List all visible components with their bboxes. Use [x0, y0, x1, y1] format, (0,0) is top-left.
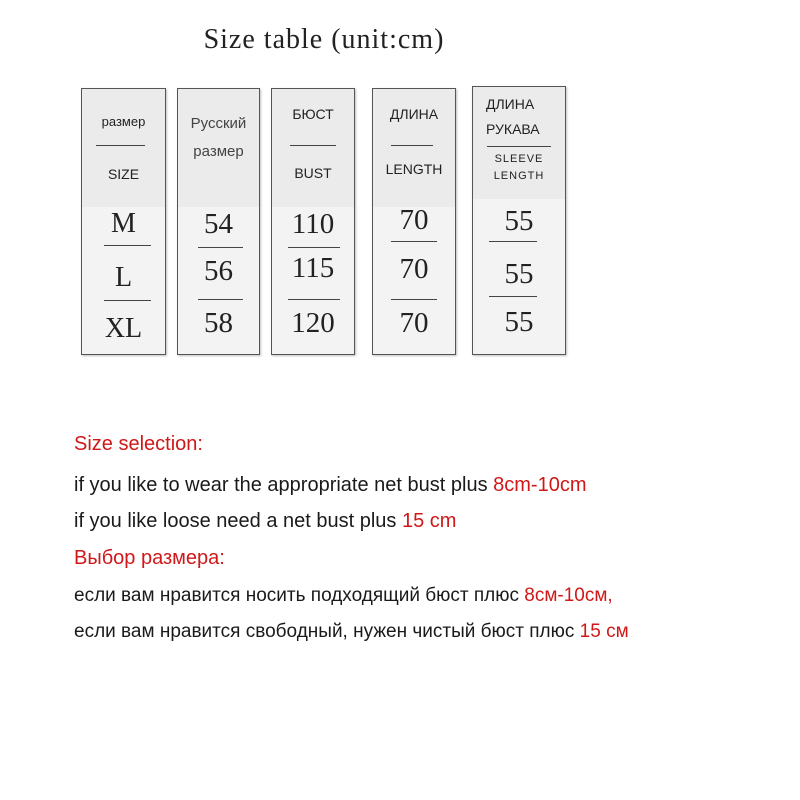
length-header-ru: ДЛИНА	[389, 106, 439, 122]
bust-header-ru: БЮСТ	[292, 106, 334, 122]
length-column	[372, 88, 456, 355]
ru-note-1-text: если вам нравится носить подходящий бюст плюс	[74, 585, 525, 606]
en-note-2-text: if you like loose need a net bust plus	[74, 510, 402, 532]
ru-notes-title: Выбор размера:	[74, 547, 225, 569]
length-value: 70	[399, 204, 429, 236]
bust-value: 120	[291, 307, 335, 339]
sleeve-header-en-1: SLEEVE	[494, 153, 544, 165]
en-note-line-2	[74, 510, 456, 533]
header-divider	[96, 145, 145, 146]
ru-note-1-highlight: 8см-10см,	[524, 585, 613, 606]
bust-value: 115	[291, 252, 335, 284]
sleeve-length-value: 55	[504, 258, 534, 290]
sleeve-length-column-header	[473, 87, 565, 199]
length-column-header	[373, 89, 455, 207]
value-divider	[288, 247, 340, 248]
value-divider	[391, 241, 437, 242]
sleeve-header-ru-2: РУКАВА	[486, 121, 540, 137]
value-divider	[489, 296, 537, 297]
russian-size-column-header	[178, 89, 259, 207]
russian-size-value: 54	[204, 208, 233, 240]
sleeve-header-ru-1: ДЛИНА	[486, 96, 535, 112]
length-value: 70	[399, 307, 429, 339]
russian-size-header-2: размер	[193, 143, 244, 160]
russian-size-value: 56	[204, 255, 233, 287]
size-value: XL	[104, 313, 143, 344]
header-divider	[487, 146, 551, 147]
header-divider	[391, 145, 433, 146]
en-note-2-highlight: 15 cm	[402, 510, 457, 532]
size-value: M	[111, 208, 136, 239]
page-title: Size table (unit:cm)	[203, 24, 445, 55]
size-header-en: SIZE	[107, 166, 140, 182]
sleeve-header-en-2: LENGTH	[493, 170, 545, 182]
value-divider	[489, 241, 537, 242]
bust-header-en: BUST	[294, 165, 332, 181]
value-divider	[104, 245, 151, 246]
ru-note-2-text: если вам нравится свободный, нужен чистый бюст плюс	[74, 621, 580, 642]
size-column-header	[82, 89, 165, 207]
value-divider	[288, 299, 340, 300]
size-header-ru: размер	[101, 114, 146, 129]
russian-size-value: 58	[204, 307, 233, 339]
sleeve-length-value: 55	[504, 205, 534, 237]
en-note-1-text: if you like to wear the appropriate net bust plus	[74, 474, 494, 496]
ru-note-2-highlight: 15 см	[579, 621, 629, 642]
en-notes-title: Size selection:	[74, 433, 203, 455]
value-divider	[198, 247, 243, 248]
bust-column-header	[272, 89, 354, 207]
bust-value: 110	[291, 208, 335, 240]
russian-size-column-body	[178, 207, 259, 354]
length-header-en: LENGTH	[385, 161, 443, 177]
en-note-line-1	[74, 474, 587, 497]
length-column-body	[373, 204, 455, 354]
size-column	[81, 88, 166, 355]
bust-column	[271, 88, 355, 355]
russian-size-header-1: Русский	[190, 115, 247, 132]
sleeve-length-column	[472, 86, 566, 355]
header-divider	[290, 145, 336, 146]
sleeve-length-value: 55	[504, 306, 534, 338]
length-value: 70	[399, 253, 429, 285]
value-divider	[104, 300, 151, 301]
size-column-body	[82, 207, 165, 354]
bust-column-body	[272, 207, 354, 354]
sleeve-length-column-body	[473, 199, 565, 354]
value-divider	[198, 299, 243, 300]
russian-size-column	[177, 88, 260, 355]
ru-note-line-2	[74, 621, 629, 643]
en-note-1-highlight: 8cm-10cm	[493, 474, 587, 496]
ru-note-line-1	[74, 585, 613, 607]
size-value: L	[114, 262, 133, 293]
value-divider	[391, 299, 437, 300]
